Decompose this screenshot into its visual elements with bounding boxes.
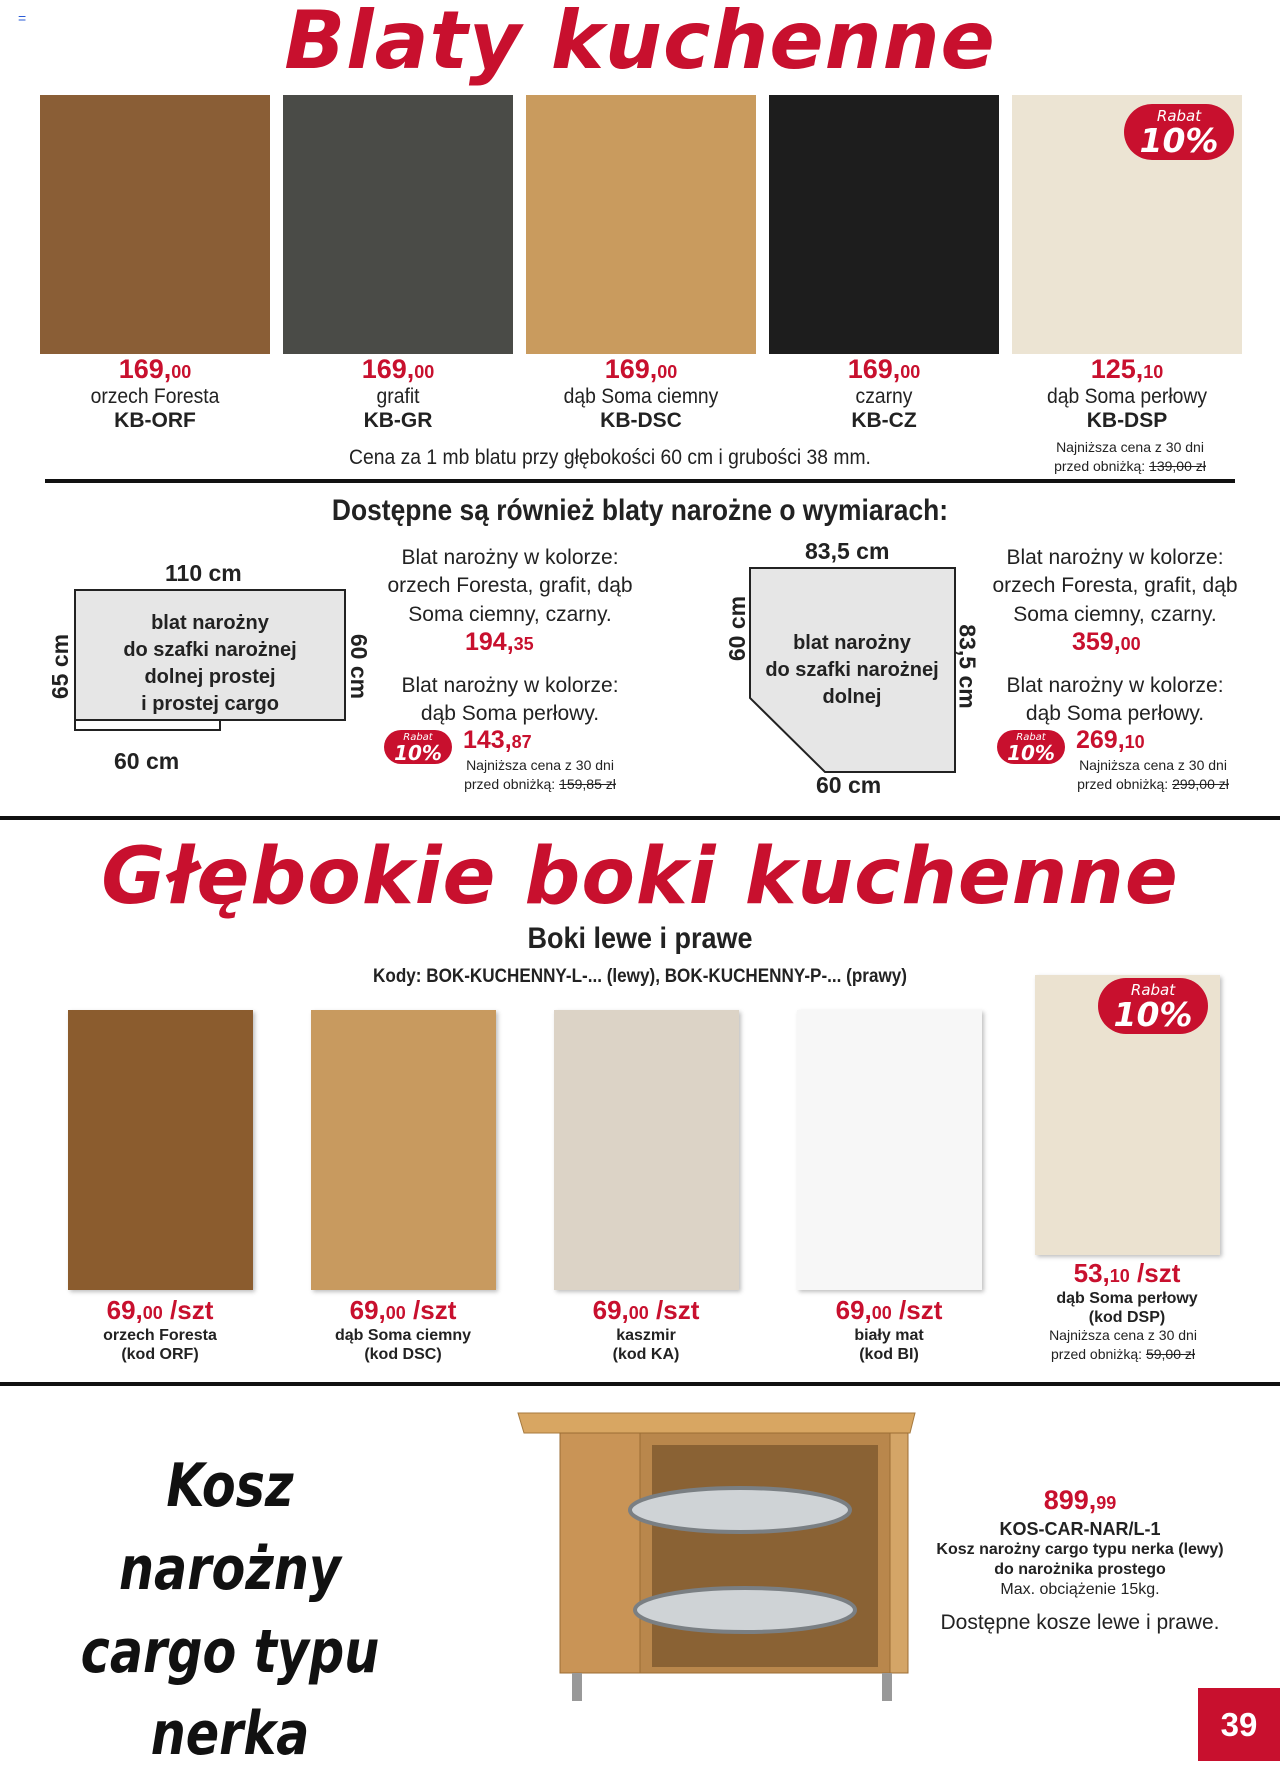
- side-panel-caption: [526, 1295, 766, 1365]
- note-line: [1003, 1345, 1243, 1364]
- product-code: (kod BI): [859, 1346, 919, 1364]
- badge-value: 10%: [1007, 741, 1055, 765]
- note-line: [440, 775, 640, 794]
- price-unit: /szt: [162, 1295, 214, 1325]
- corner-tops-heading: Dostępne są również blaty narożne o wymiarach:: [331, 494, 949, 527]
- discount-badge: [1098, 978, 1208, 1034]
- product-name: orzech Foresta: [90, 385, 220, 409]
- product-code: (kod DSC): [364, 1346, 442, 1364]
- corner-left-price2: [463, 726, 532, 755]
- cabinet-top: [518, 1413, 915, 1433]
- cargo-desc: do narożnika prostego: [994, 1561, 1166, 1579]
- side-panel-image: [311, 1010, 496, 1290]
- badge-value: 10%: [1113, 995, 1193, 1034]
- product-code: (kod ORF): [121, 1346, 199, 1364]
- price: [278, 354, 518, 385]
- side-panel-lowest-price-note: [1003, 1326, 1243, 1364]
- price-main: 169,: [604, 354, 658, 384]
- countertop-swatch: [769, 95, 999, 354]
- cargo-title-line: cargo typu: [80, 1616, 380, 1687]
- price-cents: 10: [1124, 732, 1145, 752]
- countertop-caption: [1007, 354, 1247, 433]
- cabinet-interior: [652, 1445, 878, 1667]
- side-panels-title: Głębokie boki kuchenne: [101, 832, 1179, 922]
- price-cents: 00: [900, 362, 921, 382]
- text-line: orzech Foresta, grafit, dąb: [992, 574, 1238, 598]
- dim-top: 83,5 cm: [805, 538, 890, 564]
- old-price: 139,00 zł: [1149, 457, 1206, 474]
- price-unit: /szt: [891, 1295, 943, 1325]
- product-name: orzech Foresta: [103, 1327, 217, 1345]
- price: [35, 354, 275, 385]
- corner-right-price2: [1076, 726, 1145, 755]
- text-line: Blat narożny w kolorze:: [1006, 546, 1224, 569]
- countertop-caption: [35, 354, 275, 433]
- shape-label-line: dolnej: [822, 686, 882, 708]
- side-panel-image: [797, 1010, 982, 1290]
- divider: [0, 1382, 1280, 1386]
- cargo-cabinet-image: [510, 1405, 930, 1705]
- countertops-title: Blaty kuchenne: [284, 0, 996, 87]
- price-main: 53,: [1073, 1258, 1110, 1288]
- side-panel-caption: [40, 1295, 280, 1365]
- dim-left: 65 cm: [47, 633, 74, 700]
- price-cents: 00: [871, 1303, 892, 1323]
- divider: [45, 479, 1235, 483]
- cargo-price: [900, 1484, 1260, 1518]
- badge-value: 10%: [1139, 121, 1219, 160]
- corner-right-note: [1053, 756, 1253, 794]
- price-unit: /szt: [405, 1295, 457, 1325]
- cargo-price-block: [900, 1484, 1260, 1637]
- basket-upper: [630, 1488, 850, 1532]
- price-main: 169,: [847, 354, 901, 384]
- price-cents: 00: [414, 362, 435, 382]
- side-panel-caption: [1007, 1258, 1247, 1328]
- corner-right-colors: [975, 544, 1255, 629]
- dim-top: 110 cm: [165, 560, 242, 586]
- product-code: KB-DSC: [600, 409, 682, 433]
- price-cents: 00: [1120, 634, 1141, 654]
- product-code: KB-CZ: [851, 409, 917, 433]
- product-code: (kod DSP): [1088, 1309, 1166, 1327]
- price: [526, 1295, 766, 1326]
- price: [1007, 1258, 1247, 1289]
- countertop-swatch: [40, 95, 270, 354]
- price-main: 359,: [1072, 628, 1121, 656]
- shape-label-line: do szafki narożnej: [765, 659, 939, 681]
- price-cents: 00: [628, 1303, 649, 1323]
- shape-label-line: do szafki narożnej: [123, 639, 297, 661]
- product-name: dąb Soma perłowy: [1046, 385, 1208, 409]
- product-code: (kod KA): [612, 1346, 680, 1364]
- product-name: biały mat: [854, 1327, 924, 1345]
- old-price: 59,00 zł: [1145, 1345, 1195, 1362]
- dim-left: 60 cm: [724, 595, 751, 662]
- price: [40, 1295, 280, 1326]
- text-line: Blat narożny w kolorze:: [401, 546, 619, 569]
- note-line: Najniższa cena z 30 dni: [1049, 1327, 1197, 1343]
- price: [283, 1295, 523, 1326]
- text-line: orzech Foresta, grafit, dąb: [387, 574, 633, 598]
- price-cents: 00: [385, 1303, 406, 1323]
- note-line: [1053, 775, 1253, 794]
- price: [764, 354, 1004, 385]
- cabinet-door: [560, 1433, 640, 1673]
- product-name: dąb Soma ciemny: [563, 385, 719, 409]
- corner-left-price1: [465, 628, 534, 657]
- countertop-footnote: Cena za 1 mb blatu przy głębokości 60 cm i grubości 38 mm.: [349, 446, 871, 469]
- corner-left-alt: [370, 672, 650, 729]
- countertop-swatch: [526, 95, 756, 354]
- product-code: KB-ORF: [114, 409, 196, 433]
- corner-right-alt: [975, 672, 1255, 729]
- price-main: 169,: [361, 354, 415, 384]
- note-line: [1010, 457, 1250, 476]
- page-number: 39: [1198, 1688, 1280, 1761]
- shape-label: [80, 610, 340, 718]
- price-unit: /szt: [1129, 1258, 1181, 1288]
- cargo-load: Max. obciążenie 15kg.: [1000, 1581, 1160, 1599]
- dim-bottom: 60 cm: [114, 748, 180, 774]
- note-prefix: przed obniżką:: [1077, 775, 1169, 792]
- corner-left-note: [440, 756, 640, 794]
- countertop-swatch: [283, 95, 513, 354]
- price-cents: 10: [1109, 1266, 1130, 1286]
- cabinet-leg: [572, 1673, 582, 1701]
- side-panels-subtitle: Boki lewe i prawe: [527, 922, 753, 955]
- cargo-title-line: Kosz narożny: [118, 1451, 342, 1604]
- price: [769, 1295, 1009, 1326]
- countertop-lowest-price-note: [1010, 438, 1250, 476]
- price-cents: 00: [171, 362, 192, 382]
- price-main: 269,: [1076, 726, 1125, 754]
- basket-lower: [635, 1588, 855, 1632]
- side-panel-caption: [283, 1295, 523, 1365]
- price-cents: 99: [1096, 1493, 1117, 1513]
- badge-value: 10%: [394, 741, 442, 765]
- price-main: 125,: [1090, 354, 1144, 384]
- countertop-caption: [764, 354, 1004, 433]
- product-name: dąb Soma perłowy: [1056, 1290, 1198, 1308]
- badge-label: Rabat: [1130, 981, 1176, 999]
- badge-label: Rabat: [403, 732, 433, 743]
- product-name: grafit: [376, 385, 420, 409]
- note-line: Najniższa cena z 30 dni: [1079, 757, 1227, 773]
- product-code: KB-DSP: [1086, 409, 1168, 433]
- divider: [0, 816, 1280, 820]
- cargo-code: KOS-CAR-NAR/L-1: [999, 1518, 1161, 1539]
- price-main: 69,: [592, 1295, 629, 1325]
- price-main: 69,: [349, 1295, 386, 1325]
- price-main: 69,: [106, 1295, 143, 1325]
- cargo-title-line: nerka: [150, 1699, 310, 1770]
- text-line: Blat narożny w kolorze:: [1006, 674, 1224, 697]
- price-cents: 00: [657, 362, 678, 382]
- price: [521, 354, 761, 385]
- product-name: kaszmir: [616, 1327, 676, 1345]
- discount-badge: [1124, 104, 1234, 160]
- dim-right: 83,5 cm: [954, 624, 981, 709]
- product-name: dąb Soma ciemny: [334, 1327, 472, 1345]
- note-prefix: przed obniżką:: [1051, 1345, 1143, 1362]
- price-main: 169,: [118, 354, 172, 384]
- side-panel-image: [68, 1010, 253, 1290]
- cargo-availability: Dostępne kosze lewe i prawe.: [940, 1611, 1220, 1635]
- old-price: 159,85 zł: [559, 775, 616, 792]
- note-line: Najniższa cena z 30 dni: [1056, 439, 1204, 455]
- product-name: czarny: [855, 385, 913, 409]
- badge-label: Rabat: [1156, 107, 1202, 125]
- dim-bottom: 60 cm: [816, 772, 882, 798]
- corner-mark: =: [18, 10, 27, 26]
- dim-right: 60 cm: [346, 633, 373, 700]
- product-code: KB-GR: [363, 409, 433, 433]
- price-main: 899,: [1043, 1485, 1097, 1515]
- cargo-title: [50, 1445, 411, 1776]
- price-unit: /szt: [648, 1295, 700, 1325]
- price-cents: 10: [1143, 362, 1164, 382]
- price-main: 143,: [463, 726, 512, 754]
- cargo-desc: Kosz narożny cargo typu nerka (lewy): [936, 1541, 1224, 1559]
- note-prefix: przed obniżką:: [464, 775, 556, 792]
- price-cents: 00: [142, 1303, 163, 1323]
- text-line: Soma ciemny, czarny.: [1013, 602, 1217, 626]
- corner-left-colors: [370, 544, 650, 629]
- cabinet-leg: [882, 1673, 892, 1701]
- text-line: dąb Soma perłowy.: [420, 702, 600, 726]
- note-line: Najniższa cena z 30 dni: [466, 757, 614, 773]
- shape-label-line: blat narożny: [151, 612, 269, 634]
- price-cents: 35: [513, 634, 534, 654]
- countertop-caption: [278, 354, 518, 433]
- price-main: 69,: [835, 1295, 872, 1325]
- countertop-caption: [521, 354, 761, 433]
- text-line: Blat narożny w kolorze:: [401, 674, 619, 697]
- corner-right-price1: [1072, 628, 1141, 657]
- shape-label-line: blat narożny: [793, 632, 911, 654]
- price-cents: 87: [511, 732, 532, 752]
- text-line: Soma ciemny, czarny.: [408, 602, 612, 626]
- text-line: dąb Soma perłowy.: [1025, 702, 1205, 726]
- price: [1007, 354, 1247, 385]
- shape-label-line: i prostej cargo: [141, 693, 279, 715]
- shape-label-line: dolnej prostej: [144, 666, 276, 688]
- badge-label: Rabat: [1016, 732, 1046, 743]
- side-panel-image: [554, 1010, 739, 1290]
- side-panel-caption: [769, 1295, 1009, 1365]
- price-main: 194,: [465, 628, 514, 656]
- old-price: 299,00 zł: [1172, 775, 1229, 792]
- shape-label: [752, 630, 952, 711]
- note-prefix: przed obniżką:: [1054, 457, 1146, 474]
- side-panels-codes: Kody: BOK-KUCHENNY-L-... (lewy), BOK-KUCHENNY-P-... (prawy): [373, 966, 907, 987]
